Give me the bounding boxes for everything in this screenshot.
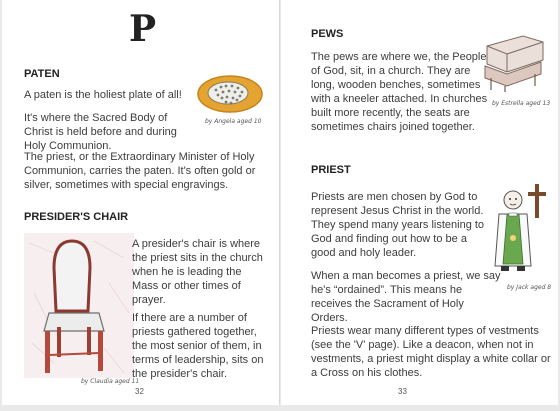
priest-para-3: Priests wear many different types of vestments (see the 'V' page). Like a deacon, when not in vestments, a priest might display a white collar or a Cross on his clothes. — [311, 325, 551, 379]
paten-para-3: The priest, or the Extraordinary Minister of Holy Communion, carries the paten. It's often gold or silver, sometimes with special engravings. — [24, 151, 256, 191]
chair-para-1: A presider's chair is where the priest sits in the church when he is leading the Mass or other times of prayer. — [132, 238, 263, 306]
chair-drawing — [24, 233, 134, 378]
priest-caption: by Jack aged 8 — [507, 284, 552, 291]
pews-heading: PEWS — [311, 28, 344, 40]
chair-para-2: If there are a number of priests gathered together, the most senior of them, in terms of leadership, sits on the presider's chair. — [132, 312, 264, 380]
page-number-left: 32 — [135, 387, 144, 396]
page-number-right: 33 — [398, 387, 407, 396]
priest-para-1: Priests are men chosen by God to represent Jesus Christ in the world. They spend many years listening to God and finding out how to be a good and holy leader. — [311, 191, 485, 259]
priest-heading: PRIEST — [311, 164, 351, 176]
paten-drawing — [196, 74, 264, 116]
paten-caption: by Angela aged 10 — [205, 118, 262, 125]
priest-para-2: When a man becomes a priest, we say he's “ordained”. This means he receives the Sacrament of Holy Orders. — [311, 270, 501, 324]
pews-caption: by Estrella aged 13 — [492, 100, 551, 107]
left-page — [2, 0, 280, 405]
chair-heading: PRESIDER'S CHAIR — [24, 211, 129, 223]
chair-caption: by Claudia aged 11 — [81, 378, 140, 385]
paten-heading: PATEN — [24, 68, 60, 80]
paten-para-1: A paten is the holiest plate of all! — [24, 89, 182, 101]
pews-drawing — [481, 30, 549, 94]
pews-para-1: The pews are where we, the People of God, sit, in a church. They are long, wooden benches, sometimes with a kneeler attached. In churches built more recently, the seats are sometimes chairs joined together. — [311, 51, 488, 133]
priest-drawing — [489, 180, 551, 280]
paten-para-2: It's where the Sacred Body of Christ is held before and during Holy Communion. — [24, 112, 177, 152]
section-letter: P — [129, 8, 157, 50]
right-page — [281, 0, 558, 405]
